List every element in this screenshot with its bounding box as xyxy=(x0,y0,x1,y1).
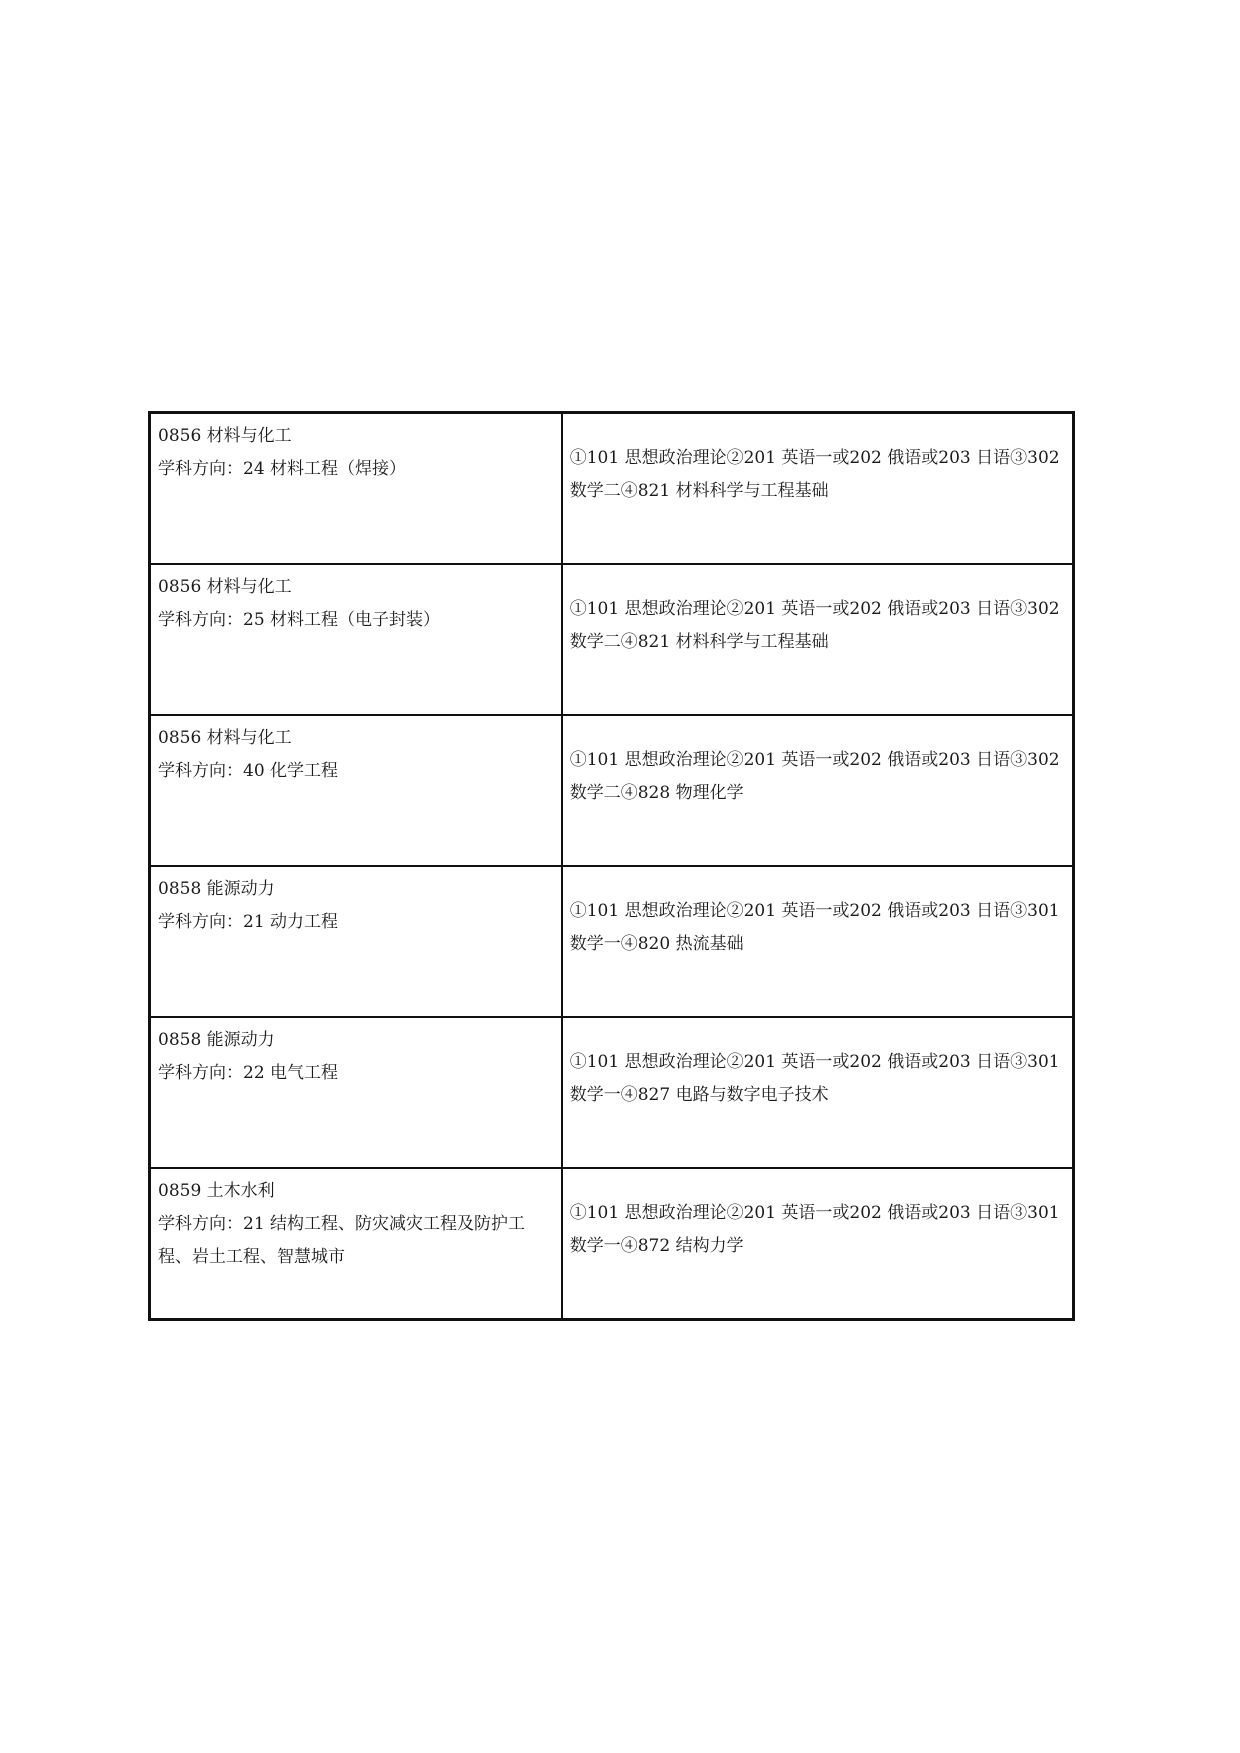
table-row xyxy=(150,1017,1074,1168)
exam-subjects-cell xyxy=(562,1017,1074,1168)
exam-subjects-line: ①101 思想政治理论②201 英语一或202 俄语或203 日语③302 xyxy=(569,448,1060,468)
exam-subjects-line: ①101 思想政治理论②201 英语一或202 俄语或203 日语③301 xyxy=(569,1052,1060,1072)
program-cell xyxy=(150,1017,562,1168)
table-row xyxy=(150,413,1074,565)
exam-subjects-line: 数学二④821 材料科学与工程基础 xyxy=(569,632,829,652)
exam-subjects-line: 数学一④827 电路与数字电子技术 xyxy=(569,1085,829,1105)
exam-subjects-line: ①101 思想政治理论②201 英语一或202 俄语或203 日语③302 xyxy=(569,750,1060,770)
exam-subjects-cell xyxy=(562,564,1074,715)
exam-subjects-cell xyxy=(562,866,1074,1017)
exam-subjects-line: 数学二④821 材料科学与工程基础 xyxy=(569,481,829,501)
exam-subjects-table xyxy=(148,411,1075,1321)
subject-direction: 学科方向：22 电气工程 xyxy=(158,1063,339,1083)
program-name: 0856 材料与化工 xyxy=(158,728,292,748)
program-name: 0858 能源动力 xyxy=(158,879,275,899)
exam-subjects-line: ①101 思想政治理论②201 英语一或202 俄语或203 日语③301 xyxy=(569,1203,1060,1223)
exam-subjects-cell xyxy=(562,1168,1074,1320)
exam-subjects-line: 数学二④828 物理化学 xyxy=(569,783,744,803)
table-row xyxy=(150,1168,1074,1320)
program-cell xyxy=(150,564,562,715)
exam-subjects-line: 数学一④820 热流基础 xyxy=(569,934,744,954)
subject-direction: 学科方向：21 结构工程、防灾减灾工程及防护工程、岩土工程、智慧城市 xyxy=(158,1214,526,1267)
exam-subjects-cell xyxy=(562,715,1074,866)
exam-subjects-line: ①101 思想政治理论②201 英语一或202 俄语或203 日语③301 xyxy=(569,901,1060,921)
subject-direction: 学科方向：25 材料工程（电子封装） xyxy=(158,610,441,630)
program-cell xyxy=(150,413,562,565)
subject-direction: 学科方向：24 材料工程（焊接） xyxy=(158,459,407,479)
exam-subjects-line: ①101 思想政治理论②201 英语一或202 俄语或203 日语③302 xyxy=(569,599,1060,619)
program-name: 0859 土木水利 xyxy=(158,1181,275,1201)
exam-subjects-line: 数学一④872 结构力学 xyxy=(569,1236,744,1256)
program-cell xyxy=(150,866,562,1017)
table-row xyxy=(150,715,1074,866)
subject-direction: 学科方向：21 动力工程 xyxy=(158,912,339,932)
program-name: 0858 能源动力 xyxy=(158,1030,275,1050)
program-cell xyxy=(150,1168,562,1320)
table-row xyxy=(150,866,1074,1017)
exam-subjects-cell xyxy=(562,413,1074,565)
program-cell xyxy=(150,715,562,866)
program-name: 0856 材料与化工 xyxy=(158,577,292,597)
program-name: 0856 材料与化工 xyxy=(158,426,292,446)
subject-direction: 学科方向：40 化学工程 xyxy=(158,761,339,781)
table-row xyxy=(150,564,1074,715)
